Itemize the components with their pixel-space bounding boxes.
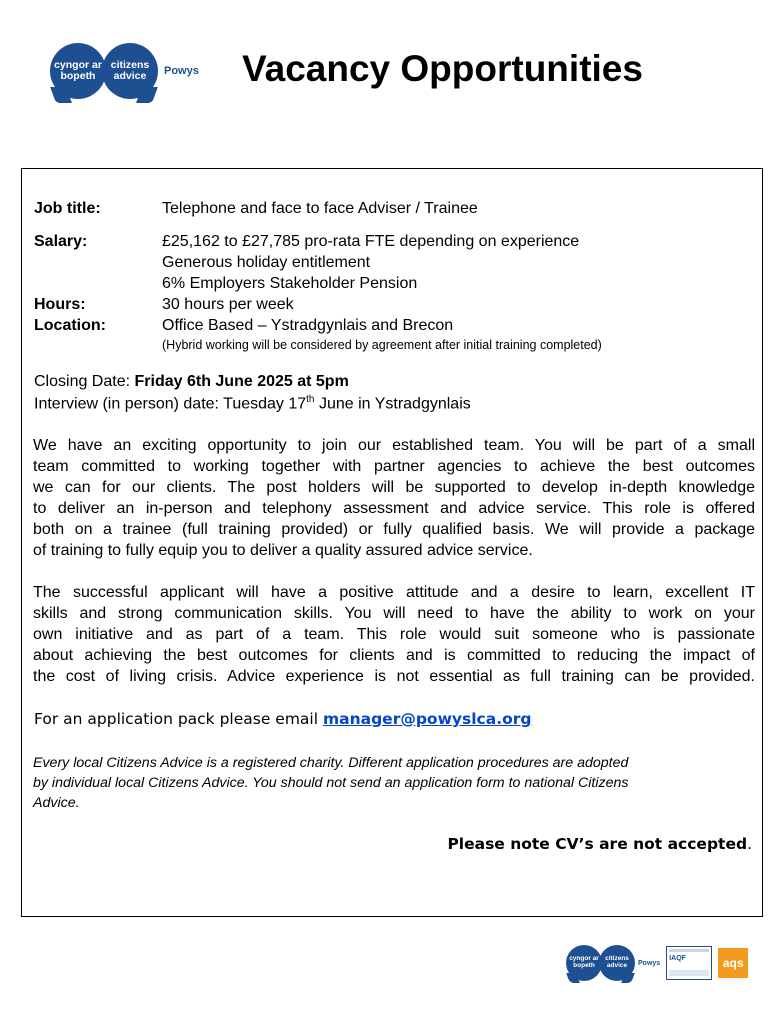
logo-text: bopeth — [60, 70, 96, 82]
closing-date-label: Closing Date: — [34, 373, 135, 390]
logo-tag: Powys — [164, 65, 199, 77]
paragraph-line: of training to fully equip you to deliver a quality assured advice service. — [33, 542, 533, 559]
logo-text: bopeth — [573, 962, 595, 969]
logo-text: advice — [606, 962, 628, 969]
charity-disclaimer — [33, 753, 755, 813]
application-text: For an application pack please email — [34, 710, 323, 728]
paragraph-line: we can for our clients. The post holders will be supported to develop in-depth knowledge — [33, 479, 755, 496]
interview-date-text: Interview (in person) date: Tuesday 17 — [34, 395, 307, 413]
pension-value: 6% Employers Stakeholder Pension — [162, 275, 418, 292]
salary-value: £25,162 to £27,785 pro-rata FTE depending on experience — [162, 233, 580, 250]
location-label: Location: — [34, 317, 106, 334]
description-paragraph — [33, 435, 755, 561]
requirements-paragraph — [33, 582, 755, 687]
page-title: Vacancy Opportunities — [242, 48, 643, 89]
paragraph-line: We have an exciting opportunity to join our established team. You will be part of a small — [33, 437, 755, 454]
job-title-value: Telephone and face to face Adviser / Trainee — [162, 200, 478, 217]
cv-note-end: . — [747, 835, 752, 853]
aqs-text: aqs — [722, 956, 744, 970]
paragraph-line: to deliver an in-person and telephony assessment and advice service. This role is offered — [33, 500, 755, 517]
logo-bubble-english — [102, 43, 158, 99]
interview-date-sup: th — [306, 394, 315, 405]
disclaimer-line: Every local Citizens Advice is a registered charity. Different application procedures are adopted — [33, 755, 629, 771]
salary-label: Salary: — [34, 233, 88, 250]
hours-value: 30 hours per week — [162, 296, 294, 313]
cv-note — [447, 835, 752, 853]
application-line — [34, 710, 531, 728]
disclaimer-line: by individual local Citizens Advice. You should not send an application form to national Citizens — [33, 775, 629, 791]
logo-text: cyngor ar — [569, 955, 599, 963]
cv-note-text: Please note CV’s are not accepted — [447, 835, 748, 853]
iaqf-badge — [666, 946, 712, 980]
aqs-badge — [718, 948, 748, 978]
paragraph-line: skills and strong communication skills. You will need to have the ability to work on your — [33, 605, 755, 622]
logo-text: cyngor ar — [54, 58, 102, 71]
footer-citizens-advice-logo — [566, 945, 660, 981]
closing-date — [34, 373, 349, 391]
interview-date — [34, 394, 471, 413]
logo-bubble-welsh — [50, 43, 106, 99]
paragraph-line: The successful applicant will have a positive attitude and a desire to learn, excellent IT — [33, 584, 755, 601]
interview-date-suffix: June in Ystradgynlais — [314, 395, 471, 413]
job-title-label: Job title: — [34, 200, 101, 217]
logo-text: citizens — [110, 58, 150, 71]
disclaimer-line: Advice. — [33, 795, 80, 811]
paragraph-line: both on a trainee (full training provided) or fully qualified basis. We will provide a package — [33, 521, 755, 538]
paragraph-line: about achieving the best outcomes for clients and is committed to reducing the impact of — [33, 647, 755, 664]
hours-label: Hours: — [34, 296, 86, 313]
logo-tag: Powys — [638, 959, 661, 967]
logo-bubble-welsh — [566, 945, 602, 981]
location-value: Office Based – Ystradgynlais and Brecon — [162, 317, 454, 334]
location-note: (Hybrid working will be considered by agreement after initial training completed) — [162, 338, 602, 352]
paragraph-line: own initiative and as part of a team. This role would suit someone who is passionate — [33, 626, 755, 643]
logo-bubble-english — [599, 945, 635, 981]
holiday-value: Generous holiday entitlement — [162, 254, 371, 271]
paragraph-line: the cost of living crisis. Advice experience is not essential as full training can be provided. — [33, 668, 755, 685]
iaqf-text: IAQF — [669, 955, 686, 962]
paragraph-line: team committed to working together with partner agencies to achieve the best outcomes — [33, 458, 755, 475]
citizens-advice-logo — [50, 43, 199, 99]
logo-text: citizens — [605, 955, 629, 963]
footer-logos — [566, 945, 748, 981]
email-link[interactable]: manager@powyslca.org — [322, 710, 532, 728]
logo-text: advice — [113, 70, 147, 82]
closing-date-value: Friday 6th June 2025 at 5pm — [134, 373, 349, 390]
